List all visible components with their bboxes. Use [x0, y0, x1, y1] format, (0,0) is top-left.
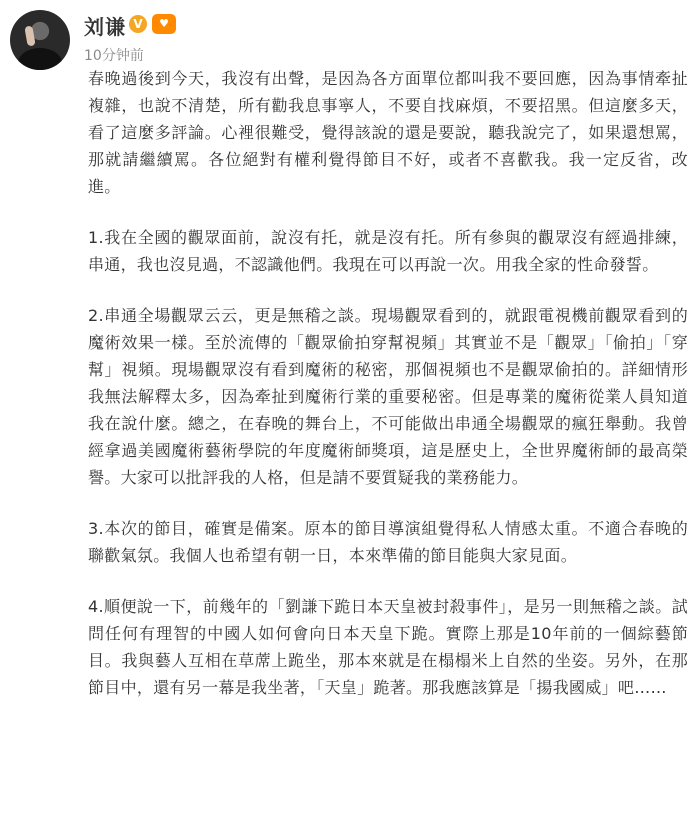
post-timestamp[interactable]: 10分钟前 — [84, 48, 144, 64]
post-paragraph: 4.順便說一下，前幾年的「劉謙下跪日本天皇被封殺事件」，是另一則無稽之談。試問任何有理智的中國人如何會向日本天皇下跪。實際上那是10年前的一個綜藝節目。我與藝人互相在草蓆上跪坐，那本來就是在榻榻米上自然的坐姿。另外，在那節目中，還有另一幕是我坐著，「天皇」跪著。那我應該算是「揚我國威」吧…… — [88, 597, 688, 697]
author-name[interactable]: 刘谦 — [84, 15, 126, 39]
avatar[interactable] — [10, 10, 70, 70]
member-badge-icon: ♥ — [152, 14, 176, 34]
avatar-shoulder — [18, 48, 62, 70]
post-paragraph: 2.串通全場觀眾云云，更是無稽之談。現場觀眾看到的，就跟電視機前觀眾看到的魔術效果一樣。至於流傳的「觀眾偷拍穿幫視頻」其實並不是「觀眾」「偷拍」「穿幫」視頻。現場觀眾沒有看到魔術的秘密，那個視頻也不是觀眾偷拍的。詳細情形我無法解釋太多，因為牽扯到魔術行業的重要秘密。但是專業的魔術從業人員知道我在說什麼。總之，在春晚的舞台上，不可能做出串通全場觀眾的瘋狂舉動。我曾經拿過美國魔術藝術學院的年度魔術師獎項，這是歷史上，全世界魔術師的最高榮譽。大家可以批評我的人格，但是請不要質疑我的業務能力。 — [88, 306, 688, 487]
post-paragraph: 3.本次的節目，確實是備案。原本的節目導演組覺得私人情感太重。不適合春晚的聯歡氣氛。我個人也希望有朝一日，本來準備的節目能與大家見面。 — [88, 519, 688, 565]
post-paragraph: 春晚過後到今天，我沒有出聲，是因為各方面單位都叫我不要回應，因為事情牽扯複雜，也說不清楚，所有勸我息事寧人，不要自找麻煩，不要招黑。但這麼多天，看了這麼多評論。心裡很難受，覺得該說的還是要說，聽我說完了，如果還想罵，那就請繼續罵。各位絕對有權利覺得節目不好，或者不喜歡我。我一定反省，改進。 — [88, 69, 688, 196]
verified-badge-icon: V — [129, 15, 147, 33]
post-content — [88, 65, 688, 725]
post-paragraph: 1.我在全國的觀眾面前，說沒有托，就是沒有托。所有參與的觀眾沒有經過排練，串通，我也沒見過，不認識他們。我現在可以再說一次。用我全家的性命發誓。 — [88, 228, 688, 274]
avatar-hand — [24, 25, 35, 46]
